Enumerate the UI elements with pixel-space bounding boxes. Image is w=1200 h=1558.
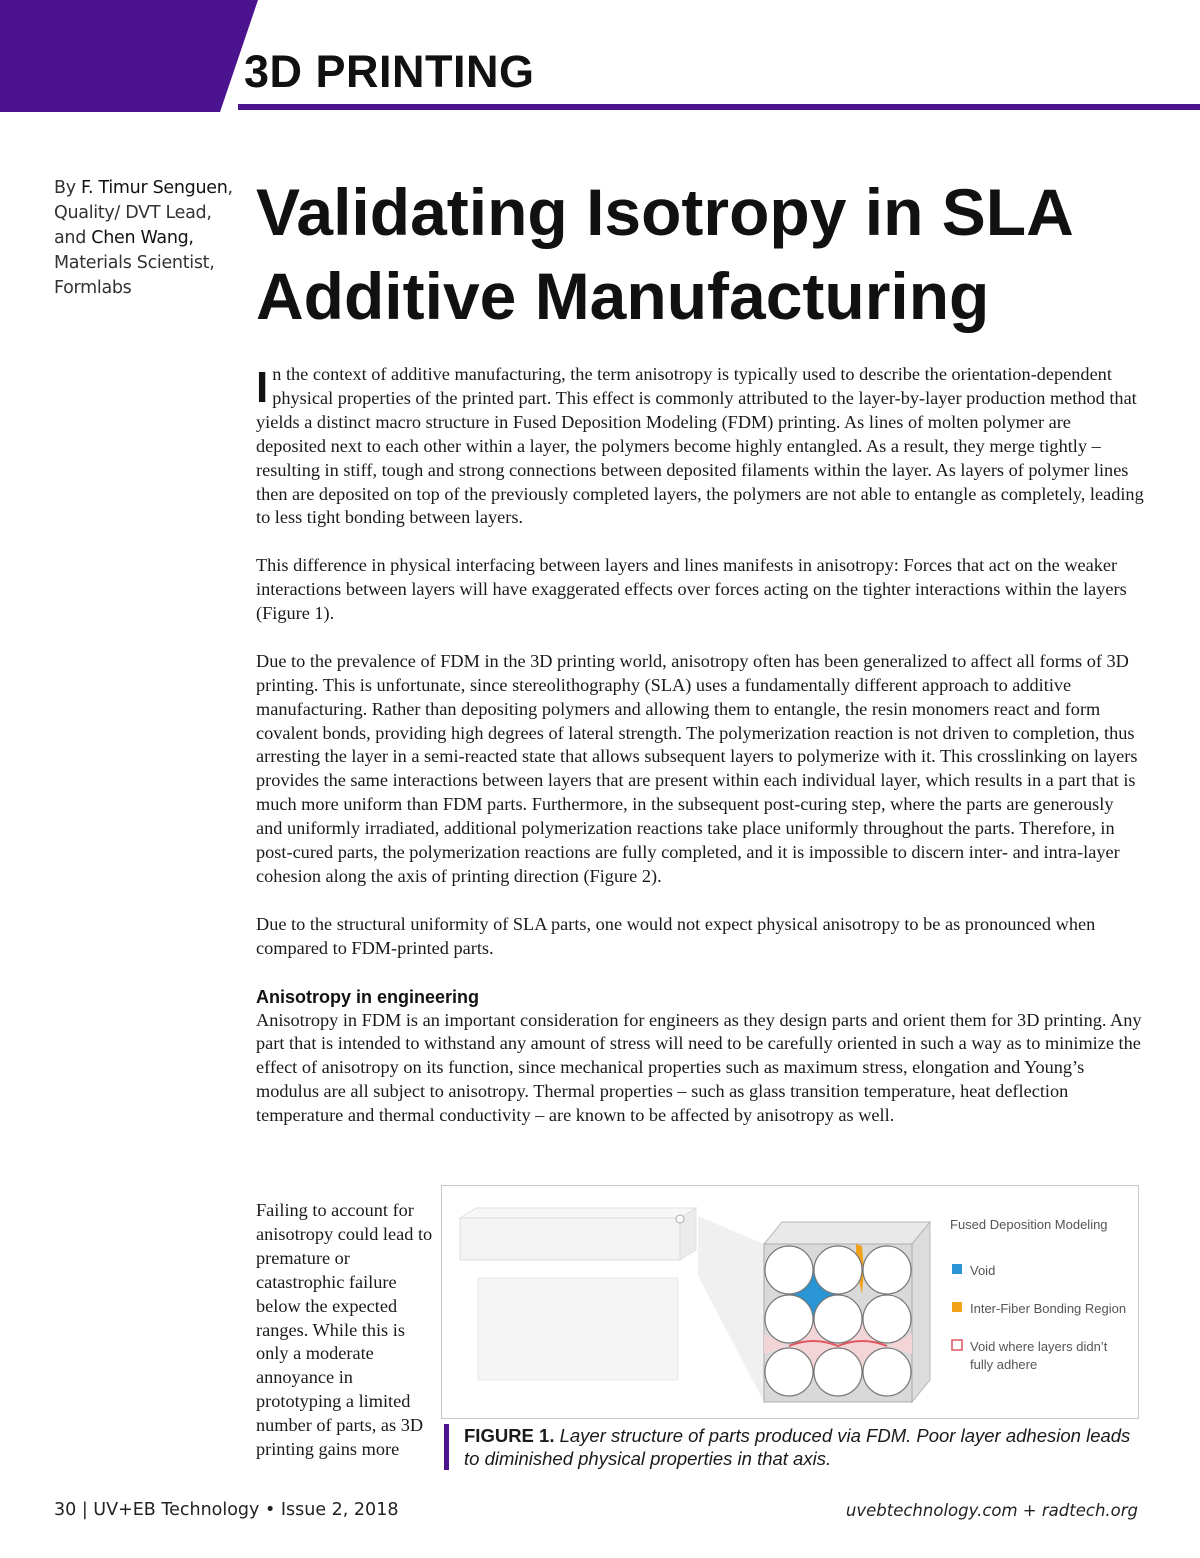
article-title: Validating Isotropy in SLA Additive Manufacturing: [256, 175, 1072, 333]
article-body: [256, 363, 1144, 1152]
header-corner-banner: [0, 0, 262, 112]
paragraph-2: This difference in physical interfacing between layers and lines manifests in anisotropy: Forces that act on the weaker interactions between layers will have exaggerated effects over forces acting on the tighter interactions within the layers (Figure 1).: [256, 555, 1127, 624]
page-number: 30: [54, 1500, 77, 1520]
author-role-2: Materials Scientist, Formlabs: [54, 253, 215, 298]
legend-nonadhere-label-1: Void where layers didn’t: [970, 1339, 1108, 1354]
author-role-1: , Quality/ DVT Lead, and: [54, 178, 233, 248]
caption-text: Layer structure of parts produced via FDM. Poor layer adhesion leads to diminished physical properties in that axis.: [464, 1425, 1131, 1469]
paragraph-1: [256, 363, 1144, 530]
publication-info: | UV+EB Technology • Issue 2, 2018: [76, 1500, 399, 1520]
paragraph-6: Failing to account for anisotropy could lead to premature or catastrophic failure below the expected ranges. While this is only a moderate annoyance in prototyping a limited number of parts, as 3D printing gains more: [256, 1200, 433, 1460]
paragraph-1-text: n the context of additive manufacturing, the term anisotropy is typically used to describe the orientation-dependent physical properties of the printed part. This effect is commonly attributed to the layer-by-layer production method that yields a distinct macro structure in Fused Deposition Modeling (FDM) printing. As lines of molten polymer are deposited next to each other within a layer, the polymers become highly entangled. As a result, they merge tightly – resulting in stiff, tough and strong connections between deposited filaments within the layer. As layers of polymer lines then are deposited on top of the previously completed layers, the polymers are not able to entangle as completely, leading to less tight bonding between layers.: [256, 364, 1144, 528]
legend-void-label: Void: [970, 1263, 996, 1278]
byline-prefix: By: [54, 178, 82, 198]
byline: [54, 176, 234, 301]
legend-title: Fused Deposition Modeling: [950, 1217, 1108, 1232]
print-head-top-shape: [460, 1208, 696, 1218]
legend-bonding-label: Inter-Fiber Bonding Region: [970, 1301, 1127, 1316]
author-name-1: F. Timur Senguen: [81, 178, 228, 198]
projection-beam-shape: [698, 1216, 764, 1402]
fdm-layer-diagram: [442, 1186, 1138, 1418]
figure-1-caption: [444, 1424, 1144, 1470]
print-head-lower-shape: [478, 1278, 678, 1380]
section-label: 3D PRINTING: [244, 46, 535, 97]
print-head-front-shape: [460, 1218, 680, 1260]
section-subhead: Anisotropy in engineering: [256, 986, 480, 1007]
legend-bonding-swatch: [952, 1302, 962, 1312]
legend-void-swatch: [952, 1264, 962, 1274]
figure-1-illustration: [441, 1185, 1139, 1419]
drop-cap: I: [256, 363, 269, 412]
footer-publication: [54, 1500, 398, 1520]
author-name-2: Chen Wang,: [91, 228, 194, 248]
cube-side-face: [912, 1222, 930, 1402]
footer-websites: uvebtechnology.com + radtech.org: [845, 1501, 1138, 1520]
paragraph-5: Anisotropy in FDM is an important consideration for engineers as they design parts and orient them for 3D printing. Any part that is intended to withstand any amount of stress will need to be carefully oriented in such a way as to minimize the effect of anisotropy on its function, since mechanical properties such as maximum stress, elongation and Young’s modulus are all subject to anisotropy. Thermal properties – such as glass transition temperature, heat deflection temperature and thermal conductivity – are known to be affected by anisotropy as well.: [256, 1009, 1142, 1126]
legend-nonadhere-swatch: [952, 1340, 962, 1350]
caption-label: FIGURE 1.: [464, 1425, 555, 1446]
legend-nonadhere-label-2: fully adhere: [970, 1357, 1038, 1372]
print-head-screw-shape: [676, 1215, 684, 1223]
paragraph-4: Due to the structural uniformity of SLA parts, one would not expect physical anisotropy to be as pronounced when compared to FDM-printed parts.: [256, 913, 1096, 958]
cube-top-face: [764, 1222, 930, 1244]
header-rule: [238, 104, 1200, 110]
paragraph-3: Due to the prevalence of FDM in the 3D printing world, anisotropy often has been generalized to affect all forms of 3D printing. This is unfortunate, since stereolithography (SLA) uses a fundamentally different approach to additive manufacturing. Rather than depositing polymers and allowing them to entangle, the resin monomers react and form covalent bonds, providing high degrees of lateral strength. The polymerization reaction is not driven to completion, thus arresting the layer in a semi-reacted state that allows subsequent layers to polymerize with it. This crosslinking on layers provides the same interactions between layers that are present within each individual layer, which results in a part that is much more uniform than FDM parts. Furthermore, in the subsequent post-curing step, where the parts are generously and uniformly irradiated, additional polymerization reactions take place uniformly throughout the parts. Therefore, in post-cured parts, the polymerization reactions are fully completed, and it is impossible to discern inter- and intra-layer cohesion along the axis of printing direction (Figure 2).: [256, 650, 1138, 886]
